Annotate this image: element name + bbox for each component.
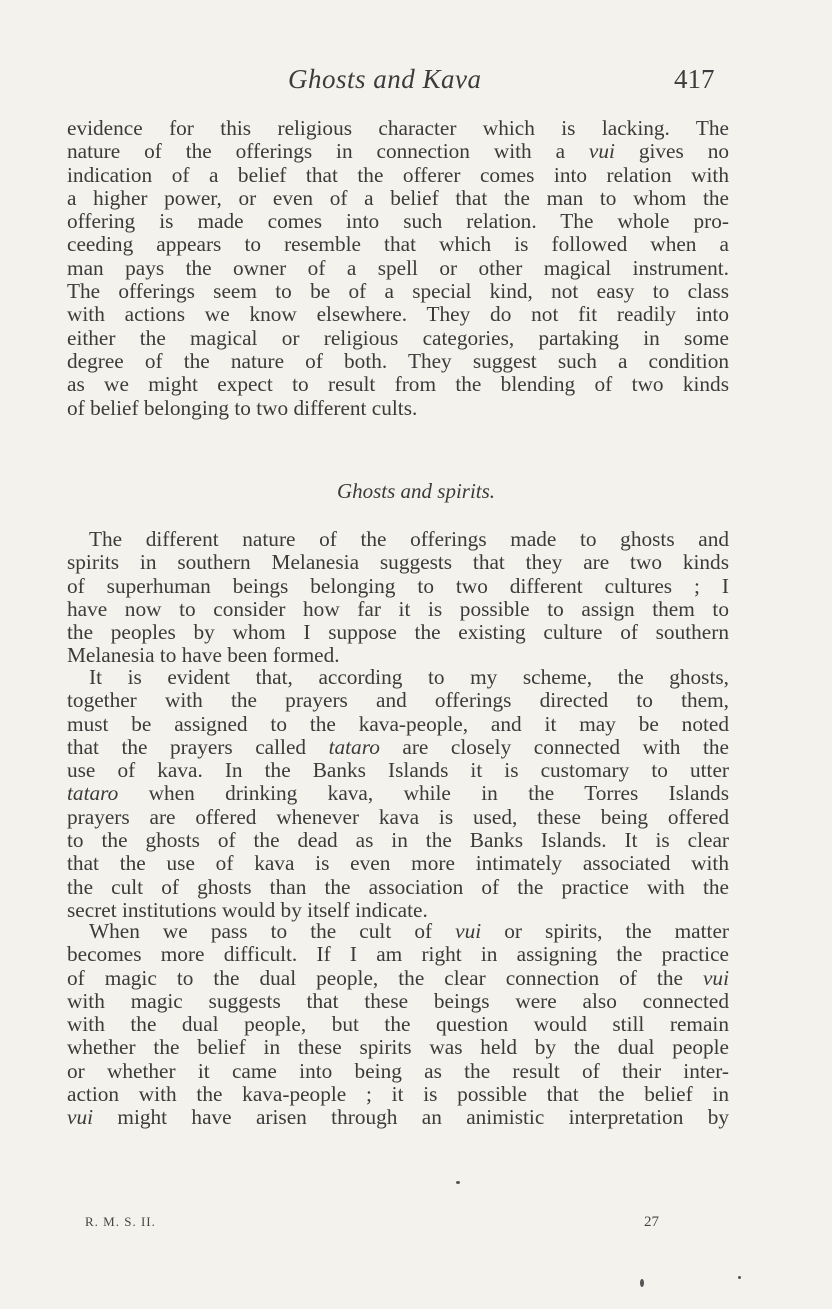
text-line: whether the belief in these spirits was held by the dual people	[67, 1035, 729, 1060]
ink-speck	[738, 1276, 741, 1279]
ink-speck	[640, 1279, 644, 1287]
text-line: becomes more difficult. If I am right in assigning the practice	[67, 942, 729, 967]
text-line: with the dual people, but the question would still remain	[67, 1012, 729, 1037]
signature-mark: R. M. S. II.	[85, 1214, 156, 1229]
text-line: vui might have arisen through an animistic interpretation by	[67, 1105, 729, 1130]
text-line: either the magical or religious categories, partaking in some	[67, 325, 729, 350]
text-line: that the prayers called tataro are closely connected with the	[67, 734, 729, 759]
ink-speck	[456, 1181, 460, 1184]
text-line: nature of the offerings in connection with a vui gives no	[67, 139, 729, 164]
italic-term-tataro: tataro	[328, 734, 380, 759]
page-number: 417	[674, 64, 715, 94]
text-line: secret institutions would by itself indicate.	[67, 897, 428, 922]
text-line: with magic suggests that these beings were also connected	[67, 988, 729, 1013]
text-line: of belief belonging to two different cults.	[67, 395, 418, 420]
text-line: as we might expect to result from the blending of two kinds	[67, 372, 729, 397]
text-line: It is evident that, according to my scheme, the ghosts,	[89, 665, 729, 689]
text-line: of superhuman beings belonging to two different cultures ; I	[67, 573, 729, 598]
text-line: the peoples by whom I suppose the existing culture of southern	[67, 620, 729, 645]
paragraph-3	[67, 666, 729, 922]
text-line: use of kava. In the Banks Islands it is customary to utter	[67, 758, 729, 783]
text-line: The different nature of the offerings made to ghosts and	[89, 527, 729, 551]
italic-term-vui: vui	[702, 965, 729, 990]
text-line: that the use of kava is even more intimately associated with	[67, 851, 729, 876]
running-head	[0, 64, 832, 104]
text-line: together with the prayers and offerings directed to them,	[67, 688, 729, 713]
italic-term-vui: vui	[455, 919, 482, 943]
paragraph-2	[67, 528, 729, 668]
section-heading: Ghosts and spirits.	[336, 479, 496, 503]
text-line: degree of the nature of both. They suggest such a condition	[67, 348, 729, 373]
text-line: action with the kava-people ; it is possible that the belief in	[67, 1082, 729, 1107]
text-line: have now to consider how far it is possible to assign them to	[67, 596, 729, 621]
text-line: The offerings seem to be of a special kind, not easy to class	[67, 279, 729, 304]
text-line: must be assigned to the kava-people, and it may be noted	[67, 711, 729, 736]
paragraph-4	[67, 920, 729, 1130]
text-line: ceeding appears to resemble that which is followed when a	[67, 232, 729, 257]
text-line: man pays the owner of a spell or other magical instrument.	[67, 255, 729, 280]
text-line: a higher power, or even of a belief that the man to whom the	[67, 185, 729, 210]
text-line: with actions we know elsewhere. They do not fit readily into	[67, 302, 729, 327]
italic-term-vui: vui	[67, 1105, 94, 1130]
text-line: or whether it came into being as the result of their inter-	[67, 1058, 729, 1083]
italic-term-vui: vui	[588, 139, 615, 164]
text-line: indication of a belief that the offerer comes into relation with	[67, 162, 729, 187]
text-line: prayers are offered whenever kava is used, these being offered	[67, 804, 729, 829]
text-line: of magic to the dual people, the clear connection of the vui	[67, 965, 729, 990]
text-line: spirits in southern Melanesia suggests that they are two kinds	[67, 550, 729, 575]
italic-term-tataro: tataro	[67, 781, 119, 806]
text-line: evidence for this religious character which is lacking. The	[67, 116, 729, 140]
text-line: Melanesia to have been formed.	[67, 643, 340, 668]
text-line: offering is made comes into such relation. The whole pro-	[67, 209, 729, 234]
sheet-number: 27	[644, 1214, 659, 1230]
text-line: to the ghosts of the dead as in the Banks Islands. It is clear	[67, 828, 729, 853]
running-title: Ghosts and Kava	[288, 64, 482, 94]
text-line: tataro when drinking kava, while in the Torres Islands	[67, 781, 729, 806]
text-line: the cult of ghosts than the association of the practice with the	[67, 874, 729, 899]
paragraph-1	[67, 117, 729, 420]
text-line: When we pass to the cult of vui or spirits, the matter	[89, 919, 730, 943]
